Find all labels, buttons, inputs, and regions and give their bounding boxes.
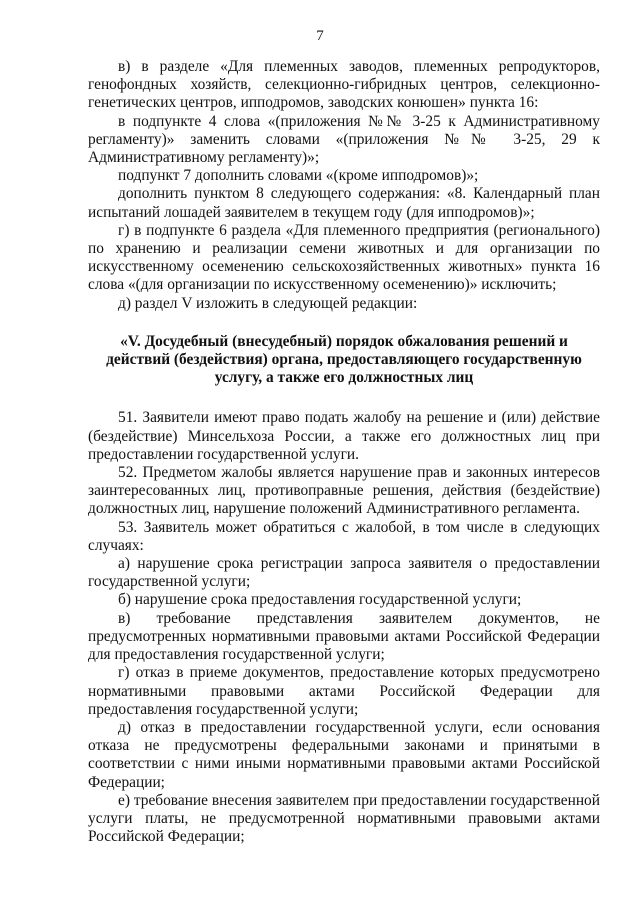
section-v-block	[88, 409, 600, 846]
list-item-a: а) нарушение срока регистрации запроса заявителя о предоставлении государственной услуги;	[88, 555, 600, 591]
paragraph-53: 53. Заявитель может обратиться с жалобой, в том числе в следующих случаях:	[88, 518, 600, 554]
section-heading: «V. Досудебный (внесудебный) порядок обжалования решений и действий (бездействия) органа, предоставляющего государственную услугу, а также его должностных лиц	[106, 332, 582, 387]
paragraph-subitem-7: подпункт 7 дополнить словами «(кроме ипподромов)»;	[118, 167, 479, 185]
document-body	[88, 58, 600, 846]
amendments-block	[88, 58, 600, 313]
list-item-d: д) отказ в предоставлении государственной услуги, если основания отказа не предусмотрены федеральными законами и принятыми в соответствии с ними иными нормативными правовыми актами Российской Федерации;	[88, 718, 600, 791]
page-number: 7	[316, 28, 324, 44]
paragraph-52: 52. Предметом жалобы является нарушение прав и законных интересов заинтересованных лиц, противоправные решения, действия (бездействие) должностных лиц, нарушение положений Административного регламента.	[88, 464, 600, 518]
paragraph-section-d: д) раздел V изложить в следующей редакции:	[118, 294, 418, 312]
list-item-e: е) требование внесения заявителем при предоставлении государственной услуги платы, не предусмотренной нормативными правовыми актами Российской Федерации;	[88, 791, 600, 846]
paragraph-section-g: г) в подпункте 6 раздела «Для племенного предприятия (регионального) по хранению и реализации семени животных и для организации по искусственному осеменению сельскохозяйственных животных» пункта 16 слова «(для организации по искусственному осеменению)» исключить;	[88, 221, 600, 294]
paragraph-item-8: дополнить пунктом 8 следующего содержания: «8. Календарный план испытаний лошадей заявителем в текущем году (для ипподромов)»;	[88, 185, 600, 221]
list-item-g: г) отказ в приеме документов, предоставление которых предусмотрено нормативными правовыми актами Российской Федерации для предоставления государственной услуги;	[88, 664, 600, 718]
paragraph-subitem-4: в подпункте 4 слова «(приложения №№ 3-25 к Административному регламенту)» заменить словами «(приложения №№ 3-25, 29 к Административному регламенту)»;	[88, 112, 600, 167]
paragraph-section-v: в) в разделе «Для племенных заводов, племенных репродукторов, генофондных хозяйств, селекционно-гибридных центров, селекционно-генетических центров, ипподромов, заводских конюшен» пункта 16:	[88, 58, 600, 112]
paragraph-51: 51. Заявители имеют право подать жалобу на решение и (или) действие (бездействие) Минсельхоза России, а также его должностных лиц при предоставлении государственной услуги.	[88, 409, 600, 463]
list-item-b: б) нарушение срока предоставления государственной услуги;	[118, 591, 522, 609]
list-item-v: в) требование представления заявителем документов, не предусмотренных нормативными правовыми актами Российской Федерации для предоставления государственной услуги;	[88, 609, 600, 664]
